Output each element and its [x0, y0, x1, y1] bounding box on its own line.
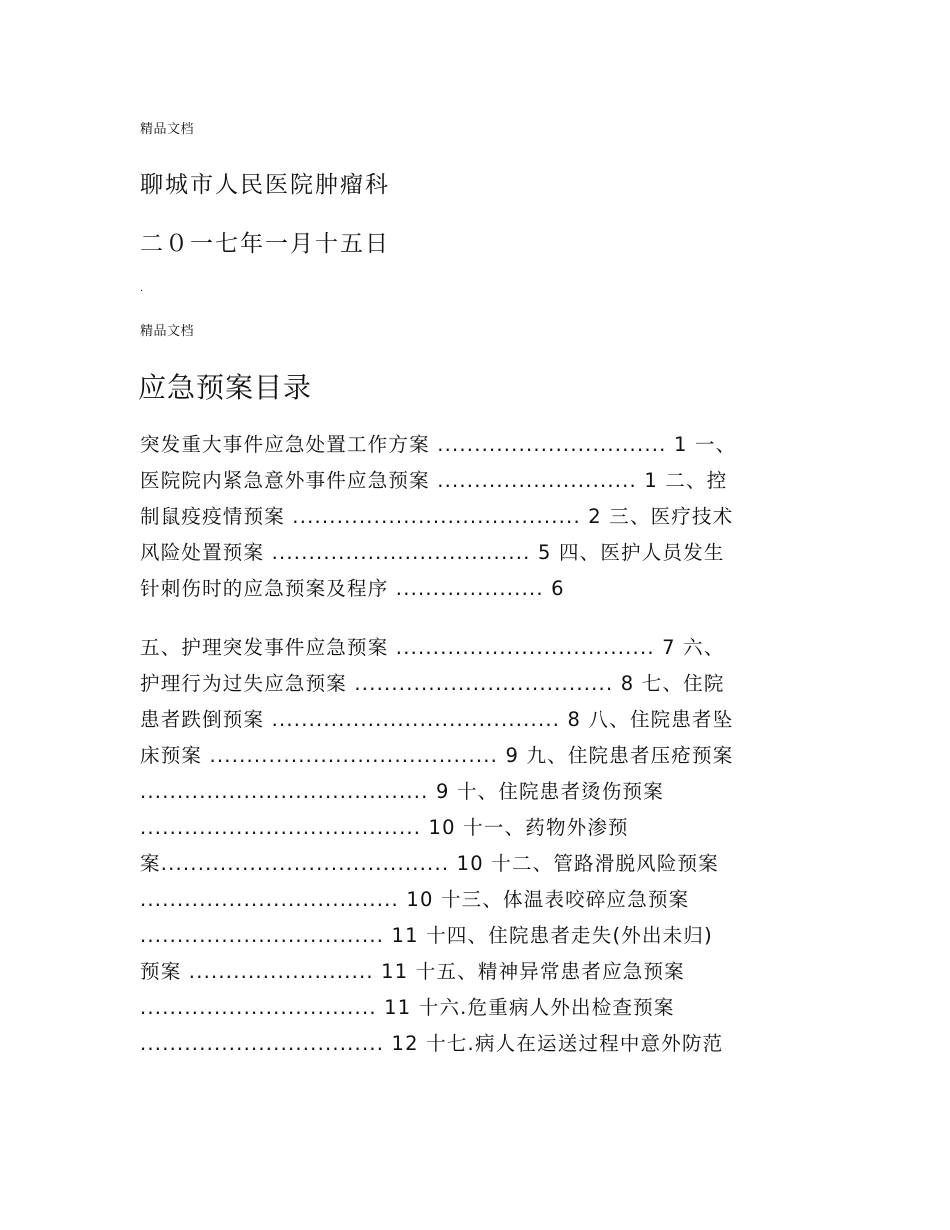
- toc-line: ...................................... 10 十一、药物外渗预: [140, 816, 629, 839]
- toc-line: 制鼠疫疫情预案 ....................................... 2 三、医疗技术: [140, 505, 734, 528]
- document-date: 二０一七年一月十五日: [140, 231, 390, 257]
- watermark-header-2: 精品文档: [140, 324, 195, 339]
- toc-line: 五、护理突发事件应急预案 ................................... 7 六、: [140, 636, 725, 659]
- toc-line: 预案 ......................... 11 十五、精神异常患者应急预案: [140, 960, 685, 983]
- toc-line: 护理行为过失应急预案 ................................... 8 七、住院: [140, 672, 725, 695]
- toc-line: ....................................... 9 十、住院患者烫伤预案: [140, 780, 664, 803]
- toc-line: 针刺伤时的应急预案及程序 .................... 6: [140, 577, 565, 600]
- toc-line: 床预案 ....................................... 9 九、住院患者压疮预案: [140, 744, 734, 767]
- toc-line: 患者跌倒预案 ....................................... 8 八、住院患者坠: [140, 708, 734, 731]
- toc-block-2: [140, 630, 820, 1062]
- toc-line: 风险处置预案 ................................... 5 四、医护人员发生: [140, 541, 725, 564]
- toc-line: ................................... 10 十三、体温表咬碎应急预案: [140, 888, 690, 911]
- toc-line: ................................. 12 十七.病人在运送过程中意外防范: [140, 1032, 724, 1055]
- toc-title: 应急预案目录: [138, 371, 313, 404]
- toc-line: 案....................................... 10 十二、管路滑脱风险预案: [140, 852, 719, 875]
- watermark-header-1: 精品文档: [140, 122, 195, 137]
- toc-line: 突发重大事件应急处置工作方案 ............................... 1 一、: [140, 433, 737, 456]
- toc-line: 医院院内紧急意外事件应急预案 ........................... 1 二、控: [140, 469, 728, 492]
- page-break-marker: .: [140, 283, 144, 294]
- organization-name: 聊城市人民医院肿瘤科: [140, 172, 390, 198]
- toc-line: ................................ 11 十六.危重病人外出检查预案: [140, 996, 675, 1019]
- toc-block-1: [140, 427, 820, 607]
- toc-line: ................................. 11 十四、住院患者走失(外出未归): [140, 924, 713, 947]
